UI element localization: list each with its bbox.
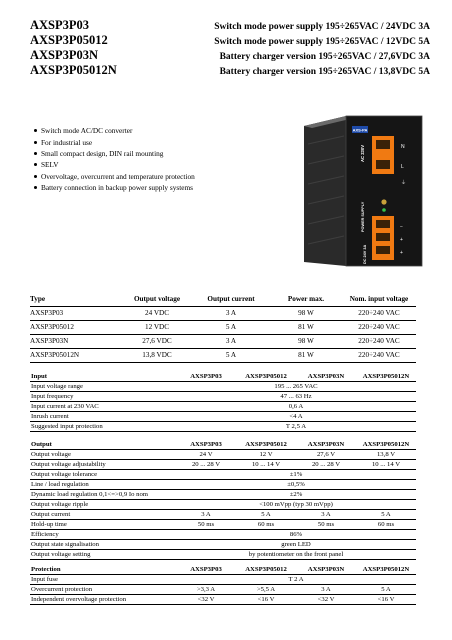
spec-value: <32 V	[296, 595, 356, 605]
model-column-header: AXSP3P03	[176, 565, 236, 575]
spec-label: Independent overvoltage protection	[30, 595, 176, 605]
feature-item	[34, 148, 195, 159]
model-column-header: AXSP3P05012	[236, 372, 296, 382]
header-cell: Nom. input voltage	[342, 292, 416, 306]
spec-value-shared: 195 ... 265 VAC	[176, 382, 416, 392]
spec-row	[30, 520, 416, 530]
feature-text: Battery connection in backup power supply systems	[41, 183, 193, 193]
spec-label: Inrush current	[30, 412, 176, 422]
model-column-header: AXSP3P03	[176, 440, 236, 450]
model-column-header: AXSP3P05012N	[356, 565, 416, 575]
spec-label: Input current at 230 VAC	[30, 402, 176, 412]
spec-row	[30, 585, 416, 595]
product-label: AXS-PA	[352, 127, 368, 133]
spec-value: >3,3 A	[176, 585, 236, 595]
header-cell: Output voltage	[122, 292, 192, 306]
header-row	[30, 48, 430, 63]
terminal-minus-label: −	[400, 224, 403, 230]
spec-row	[30, 402, 416, 412]
section-title: Input	[30, 372, 176, 382]
spec-row	[30, 412, 416, 422]
bullet-icon	[34, 175, 37, 178]
model-name: AXSP3P03N	[30, 48, 99, 62]
model-description: Battery charger version 195÷265VAC / 27,6VDC 3A	[219, 52, 430, 62]
spec-row	[30, 540, 416, 550]
bullet-icon	[34, 129, 37, 132]
spec-value: 24 V	[176, 450, 236, 460]
terminal-l-label: L	[401, 164, 404, 170]
spec-label: Output state signalisation	[30, 540, 176, 550]
feature-text: SELV	[41, 160, 59, 170]
terminal-plus-label: +	[400, 250, 403, 256]
spec-row	[30, 490, 416, 500]
bullet-icon	[34, 152, 37, 155]
spec-label: Input voltage range	[30, 382, 176, 392]
ground-label: ⏚	[401, 180, 407, 186]
terminal-plus-label: +	[400, 237, 403, 243]
spec-row	[30, 595, 416, 605]
spec-value: <16 V	[356, 595, 416, 605]
header-cell: Power max.	[270, 292, 342, 306]
table-row	[30, 334, 416, 348]
table-cell: 98 W	[270, 306, 342, 320]
table-cell: 98 W	[270, 334, 342, 348]
spec-value: 5 A	[356, 585, 416, 595]
feature-item	[34, 182, 195, 193]
header	[30, 18, 430, 78]
spec-row	[30, 422, 416, 432]
table-cell: 3 A	[192, 306, 270, 320]
spec-value: 60 ms	[356, 520, 416, 530]
spec-label: Output voltage	[30, 450, 176, 460]
spec-value: 50 ms	[296, 520, 356, 530]
feature-list	[34, 125, 195, 193]
spec-row	[30, 470, 416, 480]
table-cell: 3 A	[192, 334, 270, 348]
bullet-icon	[34, 141, 37, 144]
spec-value: 27,6 V	[296, 450, 356, 460]
spec-value: 5 A	[236, 510, 296, 520]
spec-value-shared: T 2,5 A	[176, 422, 416, 432]
feature-text: Overvoltage, overcurrent and temperature protection	[41, 171, 195, 181]
table-cell: 12 VDC	[122, 320, 192, 334]
spec-value-shared: <4 A	[176, 412, 416, 422]
spec-value-shared: 47 ... 63 Hz	[176, 392, 416, 402]
spec-row	[30, 460, 416, 470]
table-cell: AXSP3P03N	[30, 334, 122, 348]
model-column-header: AXSP3P05012N	[356, 372, 416, 382]
input-table	[30, 372, 416, 432]
section-title: Output	[30, 440, 176, 450]
table-cell: AXSP3P05012N	[30, 348, 122, 362]
spec-value: 50 ms	[176, 520, 236, 530]
spec-value: 5 A	[356, 510, 416, 520]
table-cell: 220÷240 VAC	[342, 320, 416, 334]
model-description: Battery charger version 195÷265VAC / 13,8VDC 5A	[219, 67, 430, 77]
bullet-icon	[34, 186, 37, 189]
feature-item	[34, 136, 195, 147]
table-cell: 81 W	[270, 348, 342, 362]
model-name: AXSP3P05012N	[30, 63, 117, 77]
header-cell: Output current	[192, 292, 270, 306]
header-row	[30, 33, 430, 48]
header-cell: Type	[30, 292, 122, 306]
protection-table	[30, 565, 416, 605]
spec-label: Output voltage setting	[30, 550, 176, 560]
spec-value: 13,8 V	[356, 450, 416, 460]
product-side-text: POWER SUPPLY	[361, 201, 365, 232]
spec-label: Output voltage tolerance	[30, 470, 176, 480]
spec-label: Output voltage adjustability	[30, 460, 176, 470]
spec-value-shared: <100 mVpp (typ 30 mVpp)	[176, 500, 416, 510]
spec-label: Efficiency	[30, 530, 176, 540]
spec-value: 10 ... 14 V	[356, 460, 416, 470]
product-image	[300, 104, 426, 272]
table-cell: 13,8 VDC	[122, 348, 192, 362]
model-column-header: AXSP3P03N	[296, 440, 356, 450]
spec-value-shared: by potentiometer on the front panel	[176, 550, 416, 560]
output-table	[30, 440, 416, 560]
table-cell: 24 VDC	[122, 306, 192, 320]
type-table-header	[30, 292, 416, 306]
spec-value: >5,5 A	[236, 585, 296, 595]
spec-row	[30, 392, 416, 402]
model-column-header: AXSP3P05012	[236, 440, 296, 450]
model-column-header: AXSP3P05012	[236, 565, 296, 575]
spec-row	[30, 382, 416, 392]
spec-label: Hold-up time	[30, 520, 176, 530]
header-row	[30, 18, 430, 33]
table-row	[30, 320, 416, 334]
spec-row	[30, 530, 416, 540]
spec-label: Overcurrent protection	[30, 585, 176, 595]
spec-row	[30, 450, 416, 460]
feature-text: For industrial use	[41, 137, 93, 147]
spec-label: Suggested input protection	[30, 422, 176, 432]
table-cell: AXSP3P03	[30, 306, 122, 320]
spec-row	[30, 480, 416, 490]
spec-value-shared: T 2 A	[176, 575, 416, 585]
spec-label: Input frequency	[30, 392, 176, 402]
spec-label: Dynamic load regulation 0,1<=>0,9 Io nom	[30, 490, 176, 500]
table-cell: 81 W	[270, 320, 342, 334]
model-name: AXSP3P05012	[30, 33, 108, 47]
product-dc-text: DC 24V 3A	[363, 244, 367, 264]
spec-value: 10 ... 14 V	[236, 460, 296, 470]
spec-value: 12 V	[236, 450, 296, 460]
output-header-row	[30, 440, 416, 450]
table-cell: 220÷240 VAC	[342, 306, 416, 320]
spec-row	[30, 575, 416, 585]
spec-value-shared: ±0,5%	[176, 480, 416, 490]
spec-row	[30, 550, 416, 560]
feature-item	[34, 171, 195, 182]
table-cell: AXSP3P05012	[30, 320, 122, 334]
spec-label: Output current	[30, 510, 176, 520]
spec-label: Input fuse	[30, 575, 176, 585]
spec-row	[30, 510, 416, 520]
spec-value-shared: 0,6 A	[176, 402, 416, 412]
type-table	[30, 292, 416, 363]
feature-text: Switch mode AC/DC converter	[41, 126, 133, 136]
spec-value: <32 V	[176, 595, 236, 605]
spec-value: 3 A	[176, 510, 236, 520]
spec-label: Output voltage ripple	[30, 500, 176, 510]
spec-value: 60 ms	[236, 520, 296, 530]
spec-row	[30, 500, 416, 510]
section-title: Protection	[30, 565, 176, 575]
model-column-header: AXSP3P03N	[296, 372, 356, 382]
spec-value-shared: ±2%	[176, 490, 416, 500]
feature-item	[34, 125, 195, 136]
terminal-n-label: N	[401, 144, 405, 150]
bullet-icon	[34, 163, 37, 166]
model-name: AXSP3P03	[30, 18, 90, 32]
table-cell: 5 A	[192, 320, 270, 334]
header-row	[30, 63, 430, 78]
model-column-header: AXSP3P03	[176, 372, 236, 382]
table-cell: 5 A	[192, 348, 270, 362]
input-header-row	[30, 372, 416, 382]
spec-value: <16 V	[236, 595, 296, 605]
table-cell: 220÷240 VAC	[342, 334, 416, 348]
feature-item	[34, 159, 195, 170]
protection-header-row	[30, 565, 416, 575]
model-column-header: AXSP3P05012N	[356, 440, 416, 450]
spec-value: 20 ... 28 V	[176, 460, 236, 470]
table-row	[30, 348, 416, 362]
spec-label: Line / load regulation	[30, 480, 176, 490]
spec-value-shared: ±1%	[176, 470, 416, 480]
table-cell: 27,6 VDC	[122, 334, 192, 348]
model-description: Switch mode power supply 195÷265VAC / 24VDC 3A	[214, 22, 430, 32]
spec-value: 20 ... 28 V	[296, 460, 356, 470]
feature-text: Small compact design, DIN rail mounting	[41, 148, 164, 158]
spec-value-shared: 86%	[176, 530, 416, 540]
spec-value: 3 A	[296, 510, 356, 520]
product-ac-text: AC 230V	[360, 145, 365, 162]
table-row	[30, 306, 416, 320]
spec-value-shared: green LED	[176, 540, 416, 550]
model-column-header: AXSP3P03N	[296, 565, 356, 575]
spec-value: 3 A	[296, 585, 356, 595]
table-cell: 220÷240 VAC	[342, 348, 416, 362]
model-description: Switch mode power supply 195÷265VAC / 12VDC 5A	[214, 37, 430, 47]
